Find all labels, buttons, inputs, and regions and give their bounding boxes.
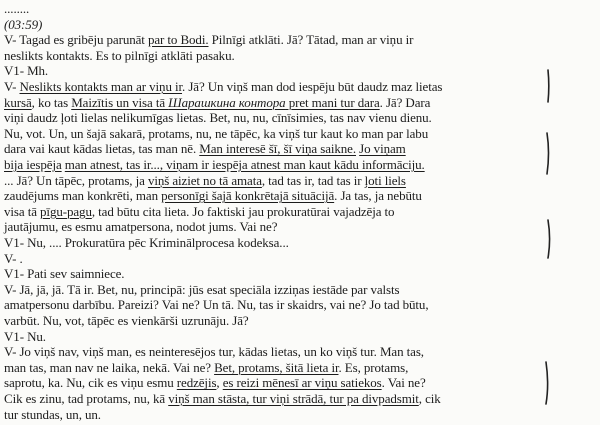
text-line [4,344,424,359]
text-run: . Ja tas, ja nebūtu [334,188,422,204]
text-line [4,204,394,219]
text-run: V- Jo viņš nav, viņš man, es neinteresējos tur, kādas lietas, un ko viņš tur. Man tas, [4,344,424,360]
text-line [4,313,249,328]
underlined-text: Maizītis un visa tā [71,94,169,110]
text-run: , tad tas ir, tad tas ir [261,172,365,188]
text-line [4,141,406,156]
text-line [4,407,101,422]
margin-mark-4 [546,362,548,404]
text-line [4,391,441,406]
text-run: jautājumu, es esmu amatpersona, nodot jums. Vai ne? [4,219,278,235]
text-run: . Jā? Un viņš man dod iespēju būt daudz maz lietas [182,79,443,94]
text-line [4,1,29,16]
margin-mark-3 [548,220,550,258]
text-line [4,48,235,63]
text-line [4,126,428,141]
underlined-text: redzējis [176,375,217,391]
text-run: V1- Nu. [4,328,46,344]
text-run: V- [4,79,20,94]
text-line [4,360,408,375]
underlined-text: es reizi mēnesī ar viņu satiekos [222,375,382,391]
text-run: Pilnīgi atklāti. Jā? Tātad, man ar viņu ir [208,32,414,48]
text-run: ........ [4,1,30,16]
text-run: Cik es zinu, tad protams, nu, kā [4,391,169,406]
underlined-text: Neslikts kontakts man ar viņu ir [19,79,183,94]
text-line [4,219,277,234]
underlined-text: Man interesē šī, šī viņa saikne. [199,141,357,157]
text-run: saprotu, ka. Nu, cik es viņu esmu [4,375,177,391]
text-run: Nu, vot. Un, un šajā sakarā, protams, nu, ne tāpēc, ka viņš tur kaut ko man par labu [4,125,429,141]
text-run: V- Tagad es gribēju parunāt [4,32,148,48]
text-run: neslikts kontakts. Es to pilnīgi atklāti pasaku. [4,47,235,63]
text-line [4,32,413,47]
text-run: V- Jā, jā, jā. Tā ir. Bet, nu, principā: jūs esat speciāla izziņas iestāde par valsts [4,281,400,297]
text-line [4,110,432,125]
text-run: visa tā [4,203,41,219]
underlined-text: man atnest, tas ir..., viņam ir iespēja atnest man kaut kādu informāciju. [64,157,425,172]
text-run: . Jā? Dara [379,94,431,110]
text-line [4,251,23,266]
underlined-text: pīgu-pagu [40,203,92,219]
text-line [4,266,124,281]
text-run: . Vai ne? [381,375,426,391]
text-run: , [216,375,223,391]
text-line [4,329,46,344]
text-line [4,63,48,78]
underlined-text: kursā [4,94,32,110]
text-run: (03:59) [4,16,43,32]
text-run: , cik [418,391,441,406]
underlined-text: par to Bodi. [147,32,209,48]
text-run: , ko tas [31,94,72,110]
text-run: varbūt. Nu, vot, tāpēc es vienkārši uzrunāju. Jā? [4,313,249,328]
text-line [4,297,428,312]
text-run: zaudējums man konkrēti, man [4,188,162,204]
text-run: V- . [4,250,23,266]
underlined-text: viņš man stāsta, tur viņi strādā, tur pa divpadsmit [168,391,419,406]
text-line [4,282,399,297]
text-line [4,375,426,390]
underlined-text: Шарашкина контора [168,94,286,110]
text-line [4,188,422,203]
text-run: V1- Pati sev saimniece. [4,266,125,282]
text-run: viņi daudz ļoti lielas nelikumīgas lietas. Bet, nu, nu, cīnīsimies, tas nav vienu dienu. [4,110,432,126]
underlined-text: bija iespēja [4,157,62,172]
text-run: dara vai kaut kādas lietas, tas man nē. [4,141,200,157]
text-run: . Es, protams, [338,359,409,375]
text-run: V1- Nu, .... Prokuratūra pēc Kriminālprocesa kodeksa... [4,235,289,250]
text-line [4,17,42,32]
margin-mark-1 [548,70,549,102]
underlined-text: pret mani tur dara [285,94,380,110]
underlined-text: personīgi šajā konkrētajā situācijā [161,188,335,204]
text-run: amatpersonu darbību. Pareizi? Vai ne? Un tā. Nu, tas ir skaidrs, vai ne? Jo tad būtu, [4,297,429,313]
text-line [4,95,430,110]
underlined-text: ļoti liels [364,172,406,188]
text-run: V1- Mh. [4,63,49,79]
text-run: man tas, man nav ne laika, nekā. Vai ne? [4,359,215,375]
text-run: ... Jā? Un tāpēc, protams, ja [4,172,148,188]
text-run: , tad būtu cita lieta. Jo faktiski jau prokuratūrai vajadzēja to [91,203,395,219]
text-line [4,79,442,94]
text-run: tur stundas, un, un. [4,406,101,422]
underlined-text: viņš aiziet no tā amata [147,172,262,188]
underlined-text: Bet, protams, šitā lieta ir [214,359,339,375]
text-line [4,173,406,188]
text-line [4,235,289,250]
text-line [4,157,425,172]
margin-mark-2 [547,133,549,174]
underlined-text: Jo viņam [359,141,406,157]
